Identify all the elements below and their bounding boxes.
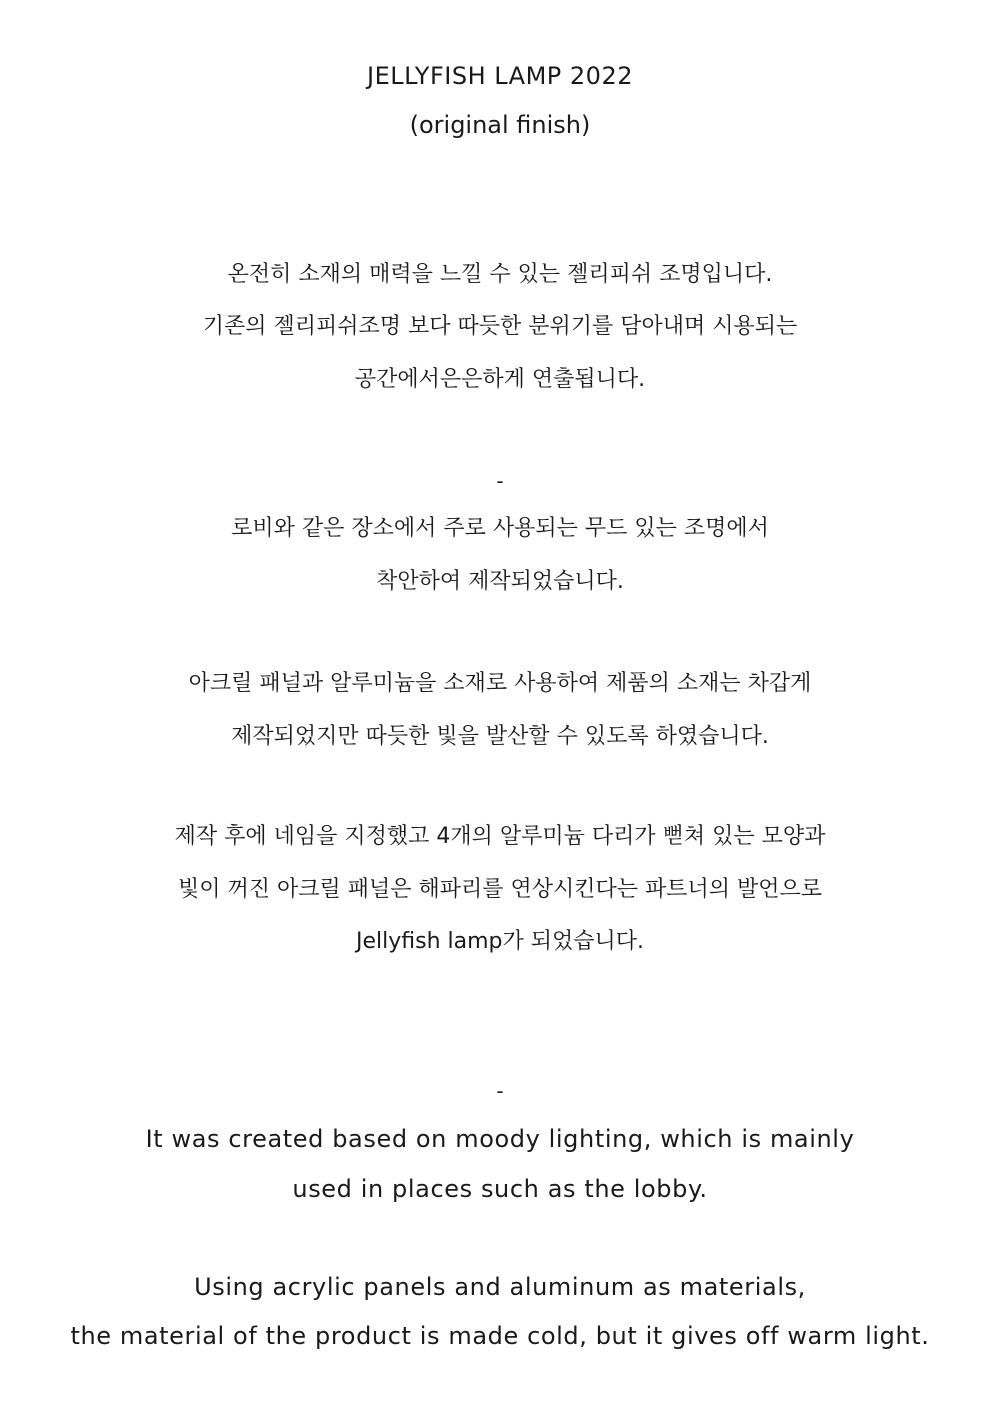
paragraph-line: the material of the product is made cold, but it gives off warm light.	[70, 1322, 930, 1350]
paragraph-line: 착안하여 제작되었습니다.	[376, 569, 624, 594]
section-separator: -	[496, 1079, 504, 1103]
paragraph-line: 제작되었지만 따듯한 빛을 발산할 수 있도록 하였습니다.	[231, 724, 769, 749]
page-subtitle: (original finish)	[409, 111, 591, 139]
page-title: JELLYFISH LAMP 2022	[367, 62, 633, 90]
paragraph-line: 기존의 젤리피쉬조명 보다 따듯한 분위기를 담아내며 시용되는	[202, 314, 798, 339]
paragraph-line: 로비와 같은 장소에서 주로 사용되는 무드 있는 조명에서	[231, 516, 769, 541]
paragraph-line: used in places such as the lobby.	[292, 1175, 708, 1203]
paragraph-line: 아크릴 패널과 알루미늄을 소재로 사용하여 제품의 소재는 차갑게	[188, 671, 812, 696]
paragraph-line: 공간에서은은하게 연출됩니다.	[354, 367, 646, 392]
paragraph-line: 제작 후에 네임을 지정했고 4개의 알루미늄 다리가 뻗쳐 있는 모양과	[174, 824, 826, 849]
paragraph-line: Using acrylic panels and aluminum as materials,	[194, 1273, 806, 1301]
paragraph-line: 빛이 꺼진 아크릴 패널은 해파리를 연상시킨다는 파트너의 발언으로	[177, 877, 822, 902]
paragraph-line: Jellyfish lamp가 되었습니다.	[355, 929, 644, 954]
section-separator: -	[496, 469, 504, 493]
paragraph-line: 온전히 소재의 매력을 느낄 수 있는 젤리피쉬 조명입니다.	[227, 262, 773, 287]
paragraph-line: It was created based on moody lighting, which is mainly	[145, 1125, 855, 1153]
